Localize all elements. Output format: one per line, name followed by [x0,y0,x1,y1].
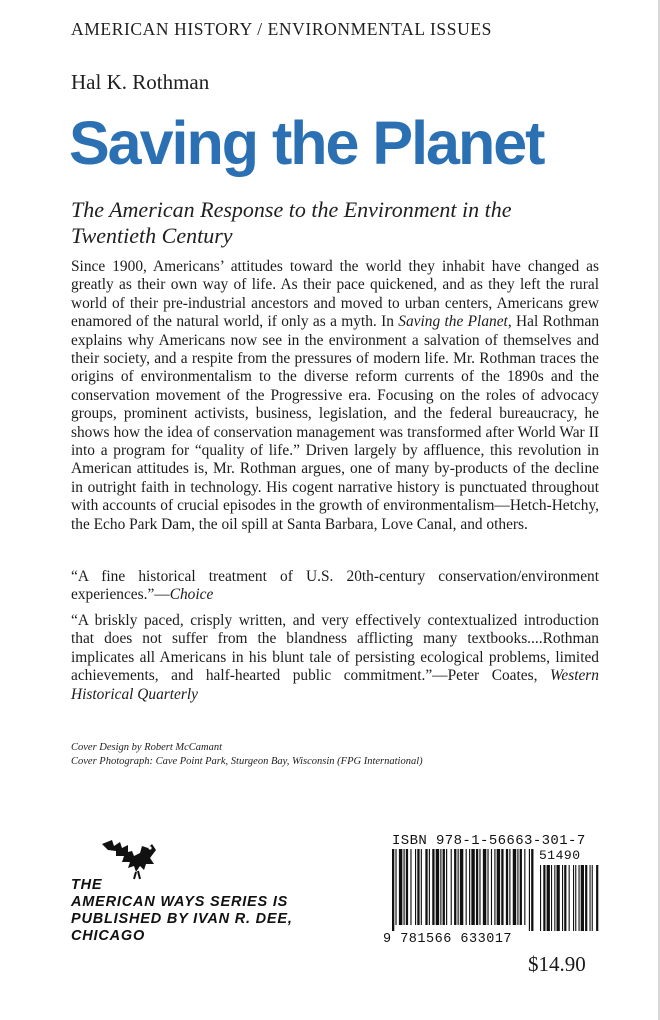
book-description [71,258,599,534]
book-price: $14.90 [528,952,586,976]
review-source: Choice [169,586,214,604]
review-quote [71,568,599,605]
category-label: AMERICAN HISTORY / ENVIRONMENTAL ISSUES [71,19,492,39]
description-text-1: Since 1900, Americans’ attitudes toward the world they inhabit have changed as greatly as their own way of life. As their pace quickened, and as they left the rural world of their pre-industrial ancestors and moved to urban centers, Americans grew enamored of the natural world, if only as a myth. In [71,258,599,331]
price-code: 51490 [539,848,581,863]
description-book-title: Saving the Planet [398,313,508,331]
book-title: Saving the Planet [69,109,544,177]
isbn-label: ISBN 978-1-56663-301-7 [392,833,586,849]
eagle-icon [100,836,164,880]
series-statement: THE AMERICAN WAYS SERIES IS PUBLISHED BY IVAN R. DEE, CHICAGO [71,877,293,944]
cover-design-credit: Cover Design by Robert McCamant [71,742,223,753]
cover-credits [71,741,423,769]
cover-photo-credit: Cover Photograph: Cave Point Park, Sturgeon Bay, Wisconsin (FPG International) [71,756,423,767]
description-text-2: , Hal Rothman explains why Americans now see in the environment a salvation of themselves and their society, and a respite from the pressures of modern life. Mr. Rothman traces the origins of environmentalism to the diverse reform currents of the 1890s and the conservation movement of the Progressive era. Focusing on the roles of advocacy groups, prominent activists, business, legislation, and the federal bureaucracy, he shows how the idea of conservation management was transformed after World War II into a program for “quality of life.” Driven largely by affluence, this revolution in American attitudes is, Mr. Rothman argues, one of many by-products of the decline in outright faith in technology. His cogent narrative history is punctuated throughout with accounts of crucial episodes in the growth of environmentalism—Hetch-Hetchy, the Echo Park Dam, the oil spill at Santa Barbara, Love Canal, and others. [71,313,600,533]
author-name: Hal K. Rothman [71,70,210,94]
review-text: “A briskly paced, crisply written, and very effectively contextualized introduction that does not suffer from the blandness afflicting many textbooks....Rothman implicates all Americans in his blunt tale of persisting ecological problems, limited achievements, and half-hearted public commitment.”—Peter Coates, [71,612,599,685]
review-source: Western Historical Quarterly [71,667,599,703]
barcode-number: 9 781566 633017 [383,932,513,947]
book-subtitle: The American Response to the Environment in the Twentieth Century [71,197,512,248]
review-quote [71,612,599,704]
review-text: “A fine historical treatment of U.S. 20th-century conservation/environment experiences.”— [71,568,599,604]
